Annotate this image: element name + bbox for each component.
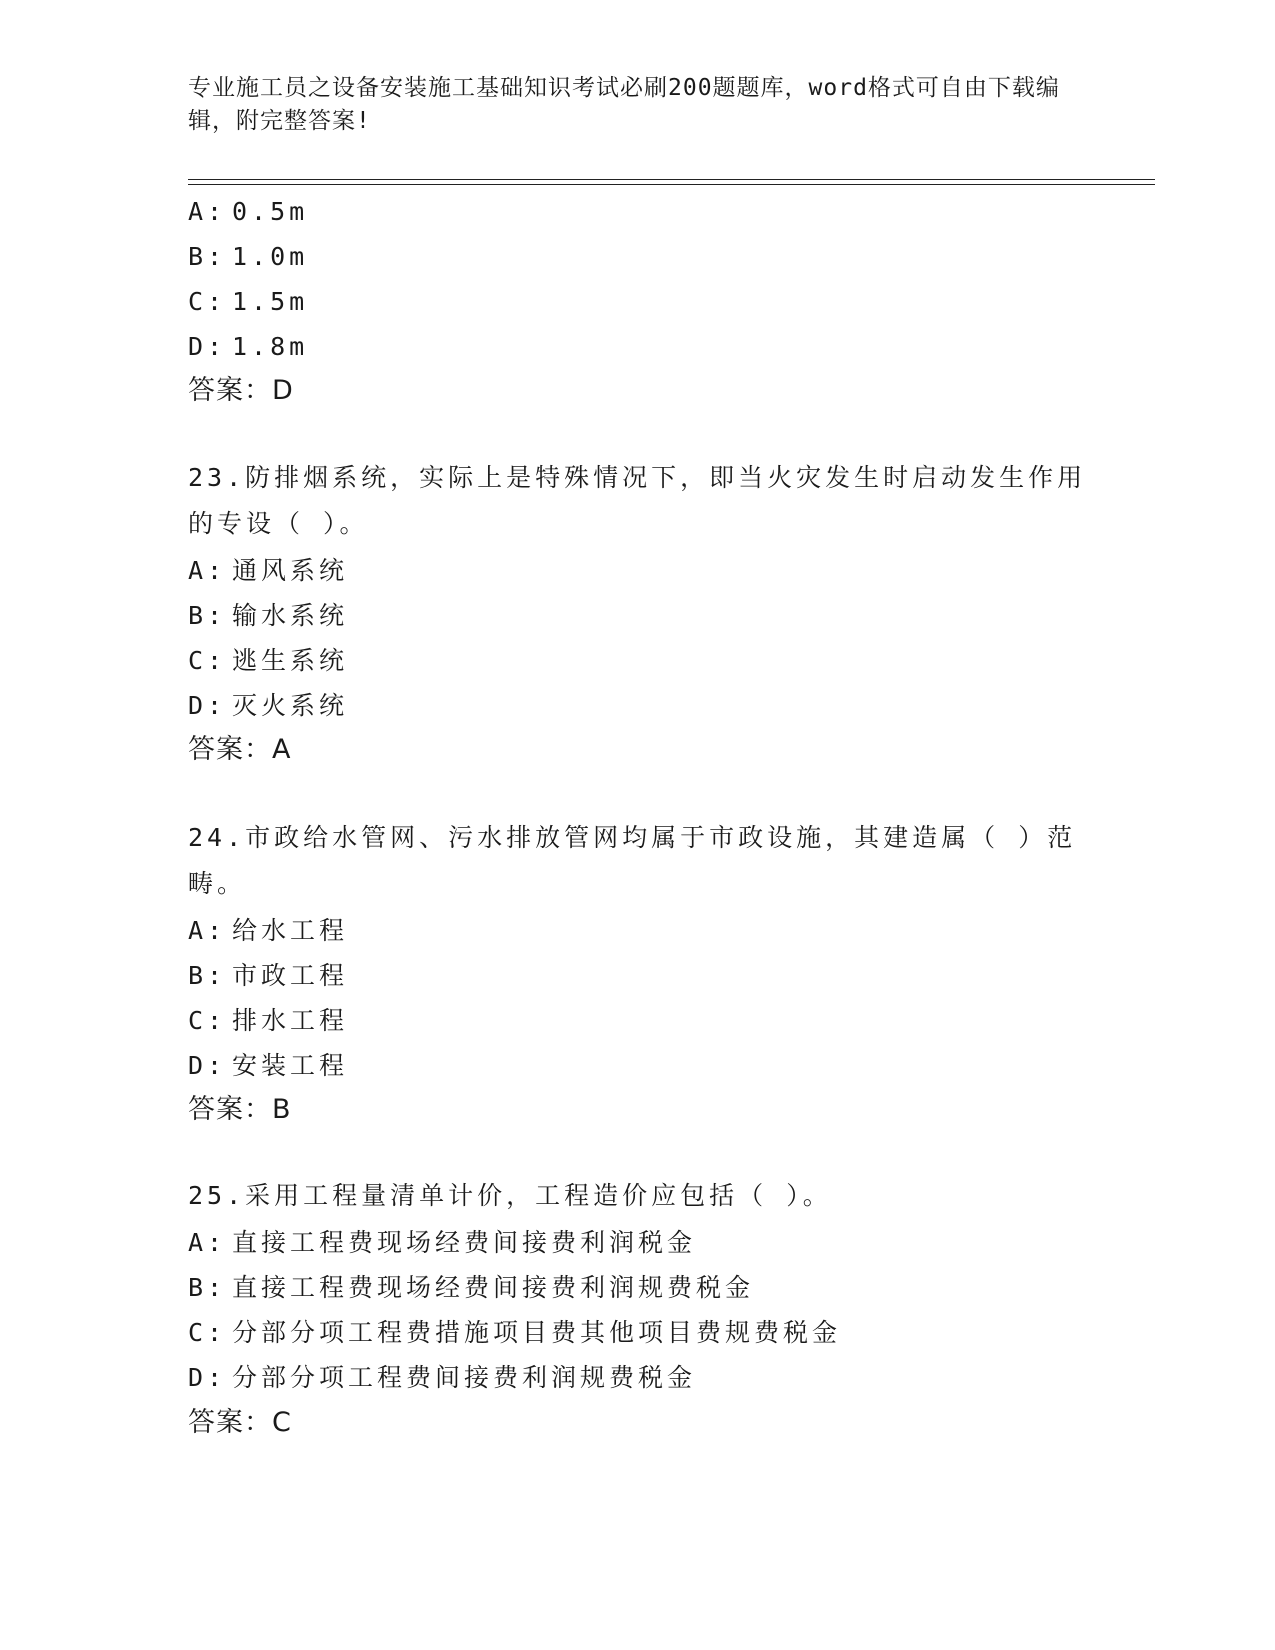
option-label: C: — [188, 646, 227, 675]
option-a — [188, 1227, 696, 1259]
answer-line: 答案：D — [188, 375, 294, 406]
option-label: B: — [188, 961, 227, 990]
option-label: B: — [188, 601, 227, 630]
document-header-title: 专业施工员之设备安装施工基础知识考试必刷200题题库，word格式可自由下载编辑，附完整答案! — [188, 75, 1060, 134]
option-text: 输水系统 — [232, 601, 349, 630]
option-label: A: — [188, 197, 227, 226]
option-text: 逃生系统 — [232, 646, 349, 675]
option-c — [188, 645, 348, 677]
option-text: 0.5m — [232, 197, 309, 226]
option-text: 直接工程费现场经费间接费利润规费税金 — [232, 1273, 755, 1302]
option-b — [188, 600, 348, 632]
option-c — [188, 1317, 841, 1349]
option-b — [188, 1272, 754, 1304]
option-text: 排水工程 — [232, 1006, 349, 1035]
option-text: 直接工程费现场经费间接费利润税金 — [232, 1228, 697, 1257]
option-d — [188, 1362, 696, 1394]
option-c — [188, 1005, 348, 1037]
option-text: 1.5m — [232, 287, 309, 316]
answer-line: 答案：A — [188, 734, 292, 765]
option-text: 通风系统 — [232, 556, 349, 585]
option-text: 分部分项工程费措施项目费其他项目费规费税金 — [232, 1318, 842, 1347]
option-text: 1.0m — [232, 242, 309, 271]
option-d — [188, 690, 348, 722]
question-text: 23.防排烟系统，实际上是特殊情况下，即当火灾发生时启动发生作用的专设（ ）。 — [188, 463, 1087, 538]
option-text: 灭火系统 — [232, 691, 349, 720]
option-label: A: — [188, 1228, 227, 1257]
option-c — [188, 286, 308, 318]
option-label: C: — [188, 287, 227, 316]
header-divider-top — [188, 179, 1155, 180]
option-a — [188, 196, 308, 228]
answer-line: 答案：C — [188, 1407, 292, 1438]
option-label: D: — [188, 691, 227, 720]
option-label: A: — [188, 916, 227, 945]
option-b — [188, 960, 348, 992]
option-text: 给水工程 — [232, 916, 349, 945]
header-divider-bottom — [188, 184, 1155, 185]
option-d — [188, 1050, 348, 1082]
option-label: D: — [188, 332, 227, 361]
option-label: C: — [188, 1006, 227, 1035]
question-text: 25.采用工程量清单计价，工程造价应包括（ ）。 — [188, 1181, 832, 1210]
option-d — [188, 331, 308, 363]
option-label: D: — [188, 1363, 227, 1392]
option-label: D: — [188, 1051, 227, 1080]
answer-line: 答案：B — [188, 1094, 292, 1125]
option-label: C: — [188, 1318, 227, 1347]
option-b — [188, 241, 308, 273]
question-text: 24.市政给水管网、污水排放管网均属于市政设施，其建造属（ ）范畴。 — [188, 823, 1077, 898]
option-text: 分部分项工程费间接费利润规费税金 — [232, 1363, 697, 1392]
option-label: B: — [188, 1273, 227, 1302]
option-a — [188, 915, 348, 947]
option-a — [188, 555, 348, 587]
option-text: 市政工程 — [232, 961, 349, 990]
option-label: A: — [188, 556, 227, 585]
option-text: 1.8m — [232, 332, 309, 361]
option-text: 安装工程 — [232, 1051, 349, 1080]
option-label: B: — [188, 242, 227, 271]
